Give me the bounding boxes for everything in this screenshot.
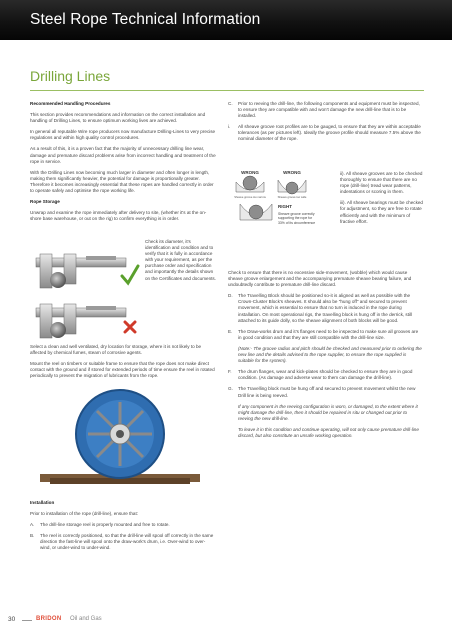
diagram-caption: Sheave groove too wide xyxy=(277,196,307,199)
list-text: The drill-line storage reel is properly mounted and free to rotate. xyxy=(40,522,170,528)
wrong-label: WRONG xyxy=(283,170,301,175)
list-item xyxy=(228,404,422,422)
paragraph: As a result of this, it is a proven fact that the majority of unnecessary drilling line wear, damage and premature discard problems arise from incorrect handling and treatment of the rope in service. xyxy=(30,146,216,164)
paragraph: Check to ensure that there is no excessive side-movement, (wobble) which would cause sheave groove enlargement and the accompanying premature sheave bearing failure, and undoubtedly contribute to premature drill-line discard. xyxy=(228,270,412,288)
installation-heading: Installation xyxy=(30,500,55,505)
list-text: The Travelling Block should be positioned so-it is aligned as well as possible with the Crown-Cluster Block's sheaves. It should also be "hung off" and secured to prevent movement, which is essential to ensure that no turn is induced in the rope during installation. On most operational rigs, the travelling block is hung off in the derrick, still attached to its guide dolly, so the sheave alignment of both blocks will be good. xyxy=(238,293,413,323)
left-column-install xyxy=(30,500,216,552)
footer-subtitle: Oil and Gas xyxy=(70,616,102,622)
section-divider xyxy=(30,90,424,91)
paragraph: Select a clean and well ventilated, dry location for storage, where it is not likely to be affected by chemical fumes, steam of corrosive agents. xyxy=(30,344,202,356)
list-marker: i. xyxy=(228,124,231,130)
list-marker: A. xyxy=(30,522,35,528)
list-text: The Travelling block must be hung off and secured to prevent movement whilst the new Drill line is being reeved. xyxy=(238,386,416,398)
right-column-mid xyxy=(228,270,422,439)
sheave-notes xyxy=(340,171,424,230)
italic-note: To leave it in this condition and continue operating, will not only cause premature drill-line discard, but also constitute an unsafe working operation. xyxy=(238,426,419,438)
list-item xyxy=(228,293,422,323)
italic-note: If any component in the reeving configuration is worn, or damaged, to the extent where it might damage the drill-line, then it should be repaired in situ or changed out prior to reeving the new drill-line. xyxy=(238,403,418,421)
list-item xyxy=(228,101,422,119)
list-item xyxy=(228,427,422,439)
list-marker: E. xyxy=(228,328,233,334)
page-header-title: Steel Rope Technical Information xyxy=(30,11,261,28)
list-marker: C. xyxy=(228,101,233,106)
storage-heading: Rope Storage xyxy=(30,199,60,205)
list-marker: G. xyxy=(228,386,233,392)
list-marker: B. xyxy=(30,533,35,539)
section-title: Drilling Lines xyxy=(30,68,111,84)
paragraph: ii). All sheave grooves are to be checked thoroughly to ensure that there are no rope (drill-line) tread wear patterns, indentations or scoring in them. xyxy=(340,171,423,195)
list-item xyxy=(228,369,422,381)
paragraph: With the Drilling Lines now becoming much larger in diameter and often longer in length, making them significantly heavier, the potential for damage is proportionally greater. Therefore it becomes increasingly essential that these ropes are handled correctly in order to operate safely and optimise the rope working life. xyxy=(30,169,214,194)
list-text: All sheave groove root profiles are to be gauged, to ensure that they are within acceptable tolerances (as per pictures left). Ideally the groove profile should measure 7.5% above the nominal diameter of the rope. xyxy=(238,124,421,142)
list-item xyxy=(228,346,422,364)
list-text: The Draw-works drum and it's flanges need to be inspected to make sure all grooves are in good condition and that they are still compatible with the drill-line size. xyxy=(238,328,419,340)
list-item xyxy=(30,533,216,551)
caliper-note xyxy=(145,239,217,287)
paragraph: In general all reputable Wire rope producers now manufacture Drilling-Lines to very precise regulations and within high quality control procedures. xyxy=(30,129,216,141)
paragraph: Unwrap and examine the rope immediately after delivery to site, (whether it's at the on-shore base warehouse, or out on the rig) to confirm everything is in order. xyxy=(30,210,207,222)
note-text: (Note:- The groove radius and pitch should be checked and measured prior to ordering the new line and the details advised to the rope supplier, to ensure the rope supplied is suitable for the system). xyxy=(238,345,422,364)
wrong-label: WRONG xyxy=(241,170,259,175)
page-number: 30 xyxy=(8,616,16,623)
paragraph: This section provides recommendations and information on the correct installation and handling of Drilling Lines, to ensure optimum working lives are achieved. xyxy=(30,112,206,124)
list-marker: F. xyxy=(228,369,232,375)
handling-heading: Recommended Handling Procedures xyxy=(30,101,111,106)
caliper-illustration xyxy=(30,236,142,346)
paragraph: Prior to installation of the rope (drill-line), ensure that: xyxy=(30,511,139,517)
paragraph: iii). All sheave bearings must be checked for adjustment, so they are free to rotate efficiently and with the minimum of fractive effort. xyxy=(340,200,423,224)
brand-logo: BRIDON xyxy=(36,616,62,622)
list-marker: D. xyxy=(228,293,233,299)
list-item xyxy=(228,124,422,142)
right-caption: Sheave groove correctly supporting the rope for 33% of its circumference xyxy=(278,212,316,225)
header-banner xyxy=(0,0,452,40)
right-column-top xyxy=(228,101,422,143)
list-text: The drum flanges, wear and kick-plates should be checked to ensure they are in good condition. (As damage and adverse wear to them can damage the drill-line). xyxy=(238,369,413,381)
paragraph: Mount the reel on timbers or suitable frame to ensure that the rope does not make direct contact with the ground and if stored for extended periods of time ensure the reel in rotated periodically to prevent the migration of lubricants from the rope. xyxy=(30,361,215,379)
list-item xyxy=(228,386,422,398)
left-column-mid xyxy=(30,344,216,384)
footer-divider xyxy=(22,620,32,621)
list-text: The reel is correctly positioned, so that the drill-line will spool off correctly in the same direction the fast-line will spool onto the draw-work's drum, i.e. Over-wind to over-wind, or under-wind to under-wind. xyxy=(40,533,214,551)
diagram-caption: Sheave groove too narrow xyxy=(234,196,266,199)
reel-illustration xyxy=(40,386,200,486)
right-label: RIGHT xyxy=(278,204,292,209)
list-item xyxy=(30,522,216,528)
paragraph: Check its diameter, it's identification and condition and to verify that it is fully in accordance with your requirement, as per the purchase order and specification and importantly the details shown on the Certificates and documents. xyxy=(145,239,216,281)
list-item xyxy=(228,329,422,341)
left-column-top xyxy=(30,101,216,227)
list-text: Prior to reeving the drill-line, the following components and equipment must be inspected, to ensure they are compatible with and won't damage the new drill-line that is to be installed. xyxy=(238,101,420,119)
